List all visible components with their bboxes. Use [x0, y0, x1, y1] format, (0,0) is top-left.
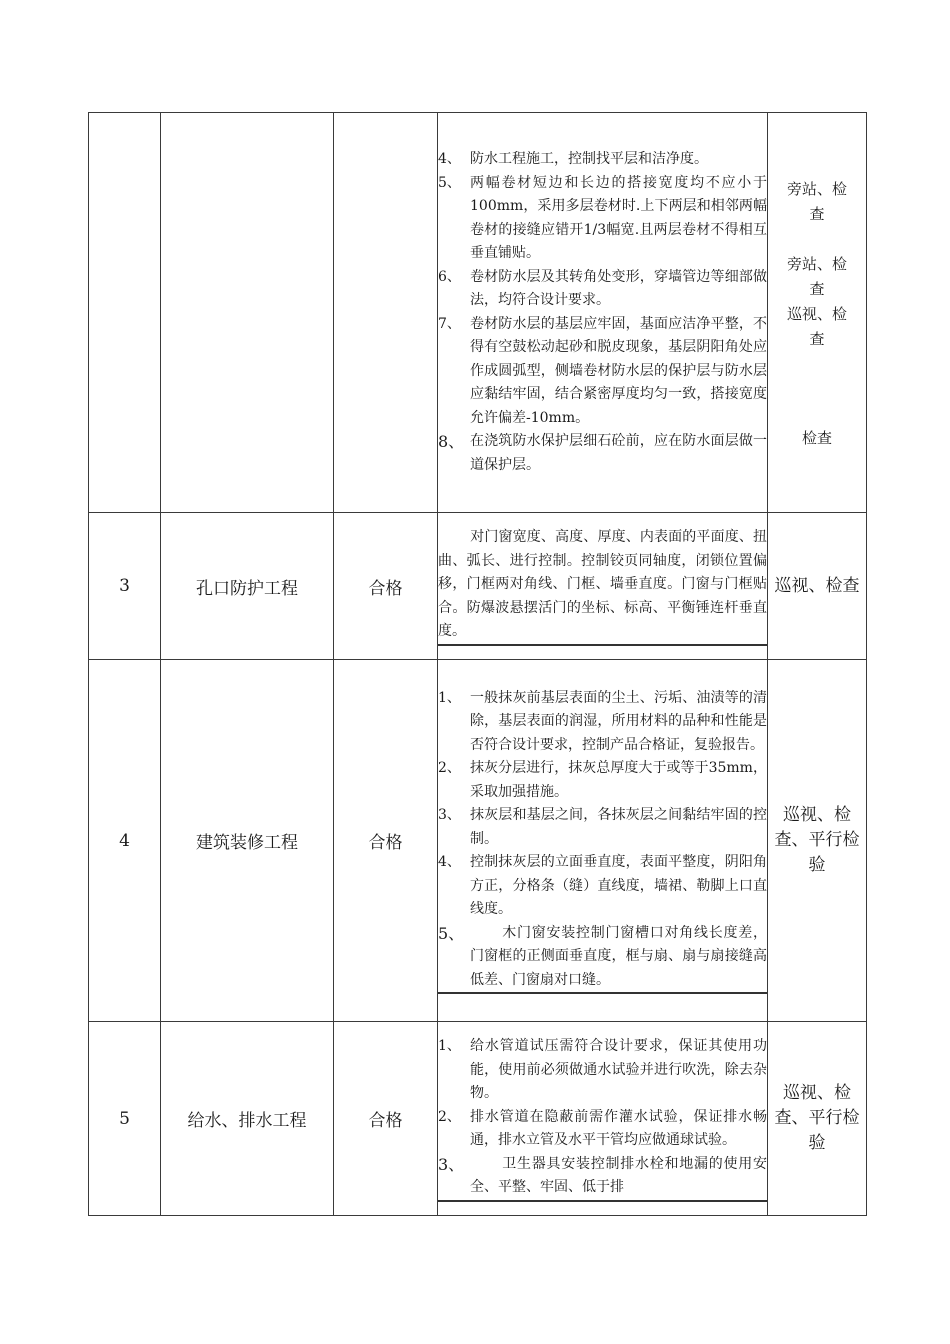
- control-points-cell: [438, 660, 768, 1022]
- project-name-cell: [161, 113, 334, 513]
- row-number-cell: [89, 113, 161, 513]
- control-item: 3、 卫生器具安装控制排水栓和地漏的使用安全、平整、牢固、低于排: [438, 1154, 767, 1196]
- method-text: 查: [809, 330, 825, 348]
- project-name-cell: 孔口防护工程: [161, 513, 334, 660]
- result-cell: 合格: [334, 513, 438, 660]
- control-item: 8、 在浇筑防水保护层细石砼前，应在防水面层做一道保护层。: [438, 432, 767, 473]
- method-cell: 巡视、检查、平行检验: [768, 1022, 867, 1216]
- inspection-table: [88, 112, 867, 1216]
- result-cell: 合格: [334, 1022, 438, 1216]
- control-item: 3、 抹灰层和基层之间，各抹灰层之间黏结牢固的控制。: [438, 807, 767, 847]
- table-row: [89, 660, 867, 1022]
- result-cell: [334, 113, 438, 513]
- method-text: 查: [809, 280, 825, 298]
- control-item: 6、 卷材防水层及其转角处变形，穿墙管边等细部做法，均符合设计要求。: [438, 268, 767, 308]
- result-cell: 合格: [334, 660, 438, 1022]
- control-item: 1、 给水管道试压需符合设计要求，保证其使用功能，使用前必须做通水试验并进行吹洗，除去杂物。: [438, 1038, 767, 1102]
- control-points-cell: [438, 1022, 768, 1216]
- control-item: 7、 卷材防水层的基层应牢固，基面应洁净平整，不得有空鼓松动起砂和脱皮现象，基层阴阳角处应作成圆弧型，侧墙卷材防水层的保护层与防水层应黏结牢固，结合紧密厚度均匀一致，搭接宽度允许偏差-10mm。: [438, 315, 767, 426]
- control-points-cell: [438, 513, 768, 660]
- control-item: 5、 两幅卷材短边和长边的搭接宽度均不应小于100mm，采用多层卷材时.上下两层和相邻两幅卷材的接缝应错开1/3幅宽.且两层卷材不得相互垂直铺贴。: [438, 174, 767, 261]
- control-item: 2、 排水管道在隐蔽前需作灌水试验，保证排水畅通，排水立管及水平干管均应做通球试验。: [438, 1108, 767, 1149]
- table-row: [89, 1022, 867, 1216]
- project-name-cell: 建筑装修工程: [161, 660, 334, 1022]
- method-text: 旁站、检: [786, 180, 847, 198]
- control-item: 4、 防水工程施工，控制找平层和洁净度。: [438, 151, 708, 167]
- method-cell: 巡视、检查: [768, 513, 867, 660]
- row-number-cell: 3: [89, 513, 161, 660]
- control-item: 1、 一般抹灰前基层表面的尘土、污垢、油渍等的清除，基层表面的润湿，所用材料的品种和性能是否符合设计要求，控制产品合格证，复验报告。: [438, 689, 767, 753]
- control-points-cell: [438, 113, 768, 513]
- control-paragraph: 对门窗宽度、高度、厚度、内表面的平面度、扭曲、弧长、进行控制。控制铰页同轴度，闭锁位置偏移，门框两对角线、门框、墙垂直度。门窗与门框贴合。防爆波悬摆活门的坐标、标高、平衡锤连杆垂直度。: [438, 526, 767, 646]
- control-item: 2、 抹灰分层进行，抹灰总厚度大于或等于35mm，采取加强措施。: [438, 760, 767, 800]
- table-row: [89, 113, 867, 513]
- method-text: 旁站、检: [786, 255, 847, 273]
- method-text: 巡视、检: [786, 305, 847, 323]
- method-cell: 巡视、检查、平行检验: [768, 660, 867, 1022]
- control-item: 5、 木门窗安装控制门窗槽口对角线长度差，门窗框的正侧面垂直度，框与扇、扇与扇接缝高低差、门窗扇对口缝。: [438, 923, 767, 988]
- row-number-cell: 5: [89, 1022, 161, 1216]
- method-cell: [768, 113, 867, 513]
- row-number-cell: 4: [89, 660, 161, 1022]
- method-text: 查: [809, 205, 825, 223]
- method-text: 检查: [801, 429, 832, 447]
- project-name-cell: 给水、排水工程: [161, 1022, 334, 1216]
- control-item: 4、 控制抹灰层的立面垂直度，表面平整度，阴阳角方正，分格条（缝）直线度，墙裙、勒脚上口直线度。: [438, 854, 767, 918]
- table-row: [89, 513, 867, 660]
- method-stack: [768, 115, 866, 510]
